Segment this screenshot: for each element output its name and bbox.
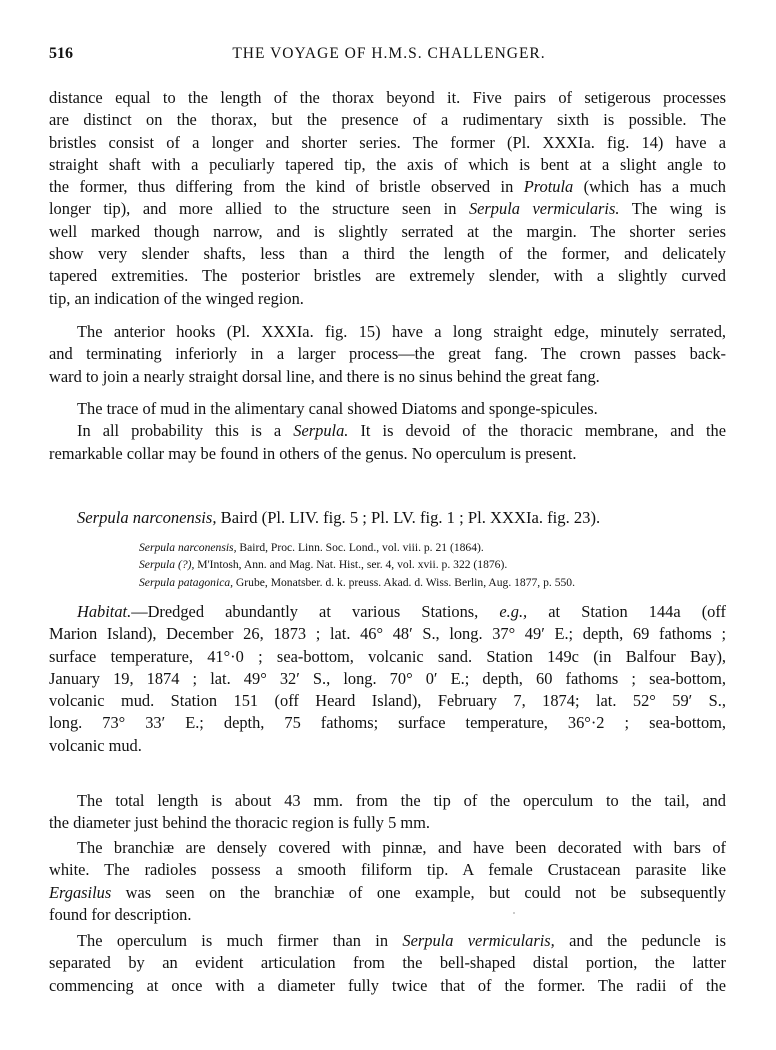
text-line: longer tip), and more allied to the structure seen in Serpula vermicularis. The wing is [49, 199, 726, 219]
text-line: distance equal to the length of the thorax beyond it. Five pairs of setigerous processes [49, 88, 726, 107]
paragraph-branchiae [49, 837, 726, 926]
text-line: long. 73° 33′ E.; depth, 75 fathoms; surface temperature, 36°·2 ; sea-bottom, [49, 713, 726, 733]
text-line: Habitat.—Dredged abundantly at various Stations, e.g., at Station 144a (off [77, 602, 727, 621]
text-line: well marked though narrow, and is slightly serrated at the margin. The shorter series [49, 221, 726, 241]
taxon-name: Serpula vermicularis. [468, 199, 620, 219]
text-line: ward to join a nearly straight dorsal line, and there is no sinus behind the great fang. [49, 366, 600, 386]
text-line: The trace of mud in the alimentary canal showed Diatoms and sponge-spicules. [77, 399, 598, 418]
synonym-entry: Serpula (?), M'Intosh, Ann. and Mag. Nat. Hist., ser. 4, vol. xvii. p. 322 (1876). [139, 558, 508, 571]
text-line: and terminating inferiorly in a larger process—the great fang. The crown passes back- [49, 344, 726, 364]
taxon-name: Serpula vermicularis, [402, 931, 555, 950]
text-line: The branchiæ are densely covered with pinnæ, and have been decorated with bars of [77, 838, 726, 857]
text-line: January 19, 1874 ; lat. 49° 32′ S., long. 70° 0′ E.; depth, 60 fathoms ; sea-bottom, [49, 668, 726, 688]
text-line: white. The radioles possess a smooth filiform tip. A female Crustacean parasite like [49, 860, 726, 880]
page-number: 516 [49, 45, 73, 62]
text-line: The operculum is much firmer than in Serpula vermicularis, and the peduncle is [77, 931, 726, 950]
text-line: The total length is about 43 mm. from the tip of the operculum to the tail, and [77, 791, 726, 810]
taxon-name: Protula [523, 177, 574, 197]
paragraph-length [49, 790, 726, 835]
species-name: Serpula narconensis, [77, 508, 217, 527]
text-line: tip, an indication of the winged region. [49, 288, 304, 308]
paragraph-operculum [49, 930, 726, 997]
text-line: surface temperature, 41°·0 ; sea-bottom, volcanic sand. Station 149c (in Balfour Bay), [49, 646, 726, 666]
text-line: The anterior hooks (Pl. XXXIa. fig. 15) have a long straight edge, minutely serrated, [77, 322, 726, 341]
taxon-name: Serpula. [293, 421, 349, 441]
text-line: found for description. [49, 904, 192, 924]
text-line: In all probability this is a Serpula. It is devoid of the thoracic membrane, and the [77, 421, 726, 441]
text-line: remarkable collar may be found in others of the genus. No operculum is present. [49, 443, 577, 463]
text-line: straight shaft with a peculiarly tapered tip, the axis of which is bent at a slight angle to [49, 154, 726, 174]
text-line: Ergasilus was seen on the branchiæ of one example, but could not be subsequently [49, 882, 726, 902]
text-line: volcanic mud. Station 151 (off Heard Island), February 7, 1874; lat. 52° 59′ S., [49, 691, 726, 711]
text-line: bristles consist of a longer and shorter series. The former (Pl. XXXIa. fig. 14) have a [49, 132, 726, 152]
paragraph-mud-trace [49, 398, 726, 465]
text-line: are distinct on the thorax, but the presence of a rudimentary sixth is possible. The [49, 110, 726, 130]
text-line: tapered extremities. The posterior bristles are extremely slender, with a slightly curved [49, 266, 726, 286]
paragraph-anterior-hooks [49, 321, 726, 388]
synonym-entry: Serpula patagonica, Grube, Monatsber. d. k. preuss. Akad. d. Wiss. Berlin, Aug. 1877, p. 550. [139, 576, 575, 589]
taxon-name: Ergasilus [49, 882, 112, 902]
species-heading [77, 508, 600, 528]
text-line: separated by an evident articulation from the bell-shaped distal portion, the latter [49, 953, 726, 973]
text-line: the former, thus differing from the kind of bristle observed in Protula (which has a much [49, 177, 726, 197]
text-line: commencing at once with a diameter fully twice that of the former. The radii of the [49, 975, 726, 995]
running-title: THE VOYAGE OF H.M.S. CHALLENGER. [232, 45, 546, 62]
text-line: Marion Island), December 26, 1873 ; lat. 46° 48′ S., long. 37° 49′ E.; depth, 69 fathoms ; [49, 624, 726, 644]
habitat-label: Habitat. [77, 602, 132, 621]
text-line: the diameter just behind the thoracic region is fully 5 mm. [49, 813, 430, 833]
paragraph-bristles [49, 87, 726, 310]
synonym-entry: Serpula narconensis, Baird, Proc. Linn. Soc. Lond., vol. viii. p. 21 (1864). [139, 541, 484, 554]
text-line: volcanic mud. [49, 735, 142, 755]
text-line: show very slender shafts, less than a third the length of the former, and delicately [49, 244, 726, 264]
species-authority: Baird (Pl. LIV. fig. 5 ; Pl. LV. fig. 1 ; Pl. XXXIa. fig. 23). [216, 508, 601, 527]
habitat-paragraph [49, 601, 726, 757]
scan-speck [513, 912, 515, 914]
